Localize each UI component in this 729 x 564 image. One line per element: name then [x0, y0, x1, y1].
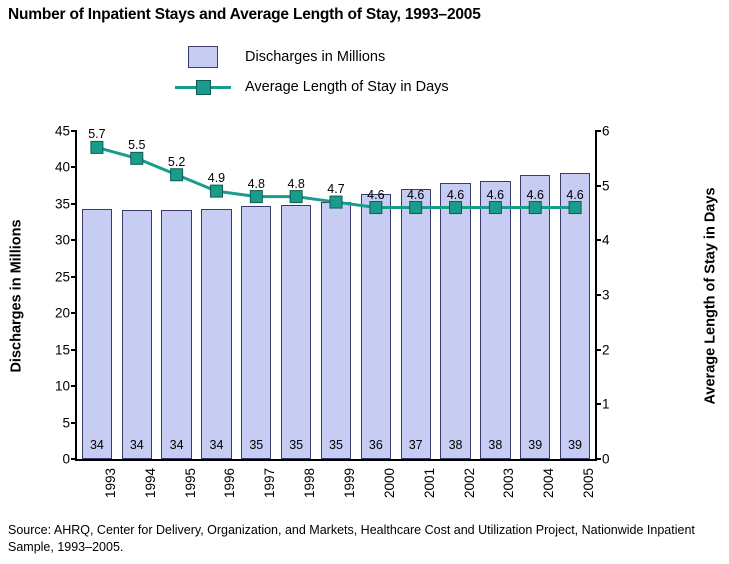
y-tickmark-right [595, 185, 601, 187]
line-marker [131, 152, 143, 164]
y-tick-left: 25 [54, 269, 70, 285]
line-marker [250, 191, 262, 203]
y-tick-left: 15 [54, 342, 70, 358]
line-marker [91, 141, 103, 153]
y-axis-label-left-text: Discharges in Millions [9, 219, 25, 373]
bar-value-label: 39 [528, 438, 543, 452]
chart-legend [175, 42, 595, 102]
bar-value-label: 38 [488, 438, 503, 452]
y-tickmark-right [595, 349, 601, 351]
x-tick-label: 1995 [182, 468, 198, 499]
plot-area [54, 123, 610, 499]
y-tick-right: 6 [602, 123, 610, 139]
bar-value-label: 37 [408, 438, 423, 452]
bar-value-label: 34 [209, 438, 224, 452]
line-value-label: 4.6 [566, 187, 584, 202]
y-tick-left: 35 [54, 196, 70, 212]
line-marker [489, 202, 501, 214]
x-tick-label: 2000 [381, 468, 397, 499]
legend-item-discharges [175, 42, 595, 72]
bar-value-label: 35 [329, 438, 343, 452]
y-axis-label-left [6, 131, 28, 461]
y-tick-right: 3 [602, 287, 610, 303]
y-tickmark-right [595, 130, 601, 132]
y-tick-left: 5 [62, 415, 70, 431]
line-series [77, 131, 595, 459]
bar-value-label: 34 [129, 438, 144, 452]
bar-value-label: 36 [368, 438, 383, 452]
y-tick-right: 1 [602, 396, 610, 412]
y-tick-left: 10 [54, 378, 70, 394]
line-marker [370, 202, 382, 214]
y-tick-left: 40 [54, 159, 70, 175]
x-tick-label: 1998 [302, 468, 318, 499]
line-marker [410, 202, 422, 214]
line-value-label: 4.9 [207, 171, 226, 186]
y-axis-label-right-text: Average Length of Stay in Days [703, 187, 719, 405]
y-tickmark-right [595, 403, 601, 405]
line-value-label: 4.6 [526, 187, 544, 202]
line-value-label: 4.7 [327, 182, 345, 197]
x-tick-label: 2005 [581, 468, 597, 499]
x-tick-label: 2003 [501, 468, 517, 499]
y-tick-left: 20 [54, 305, 70, 321]
page-title: Number of Inpatient Stays and Average Length of Stay, 1993–2005 [8, 6, 481, 23]
y-tick-left: 0 [62, 451, 70, 467]
legend-label-discharges: Discharges in Millions [245, 49, 386, 65]
y-tickmark-right [595, 239, 601, 241]
bar-value-label: 39 [568, 438, 583, 452]
y-tick-right: 2 [602, 342, 610, 358]
source-note: Source: AHRQ, Center for Delivery, Organization, and Markets, Healthcare Cost and Utilization Project, Nationwide Inpatient Sample, 1993–2005. [8, 523, 695, 554]
legend-label-length-of-stay: Average Length of Stay in Days [245, 79, 449, 95]
x-tick-label: 1997 [262, 468, 278, 499]
line-value-label: 4.8 [247, 176, 265, 191]
y-axis-label-right [700, 131, 722, 461]
bar-value-label: 38 [448, 438, 463, 452]
legend-line-marker [175, 77, 231, 97]
line-value-label: 5.2 [167, 154, 186, 169]
y-tick-left: 30 [54, 232, 70, 248]
x-tick-label: 2004 [541, 468, 557, 499]
y-tick-left: 45 [54, 123, 70, 139]
x-tick-label: 2002 [461, 468, 477, 499]
line-marker [330, 196, 342, 208]
line-marker [569, 202, 581, 214]
x-tick-label: 1996 [222, 468, 238, 499]
y-tickmark-right [595, 458, 601, 460]
y-tick-right: 4 [602, 232, 610, 248]
y-tickmark-right [595, 294, 601, 296]
bar-value-label: 34 [169, 438, 184, 452]
x-tick-label: 1994 [142, 468, 158, 499]
line-value-label: 4.6 [406, 187, 425, 202]
line-value-label: 5.7 [88, 127, 106, 142]
line-marker [210, 185, 222, 197]
bar-value-label: 34 [89, 438, 104, 452]
line-value-label: 4.8 [287, 176, 305, 191]
line-value-label: 4.6 [446, 187, 465, 202]
line-marker [450, 202, 462, 214]
x-tick-label: 1993 [102, 468, 118, 499]
y-tick-right: 5 [602, 178, 610, 194]
y-tick-right: 0 [602, 451, 610, 467]
legend-bar-swatch [175, 46, 231, 68]
x-tick-label: 2001 [421, 468, 437, 499]
legend-item-length-of-stay [175, 72, 595, 102]
line-value-label: 4.6 [367, 187, 385, 202]
x-tick-label: 1999 [342, 468, 357, 499]
line-value-label: 4.6 [486, 187, 505, 202]
line-value-label: 5.5 [128, 138, 146, 153]
bar-value-label: 35 [249, 438, 264, 452]
line-marker [290, 191, 302, 203]
line-marker [529, 202, 541, 214]
bar-value-label: 35 [289, 438, 304, 452]
line-marker [171, 169, 183, 181]
